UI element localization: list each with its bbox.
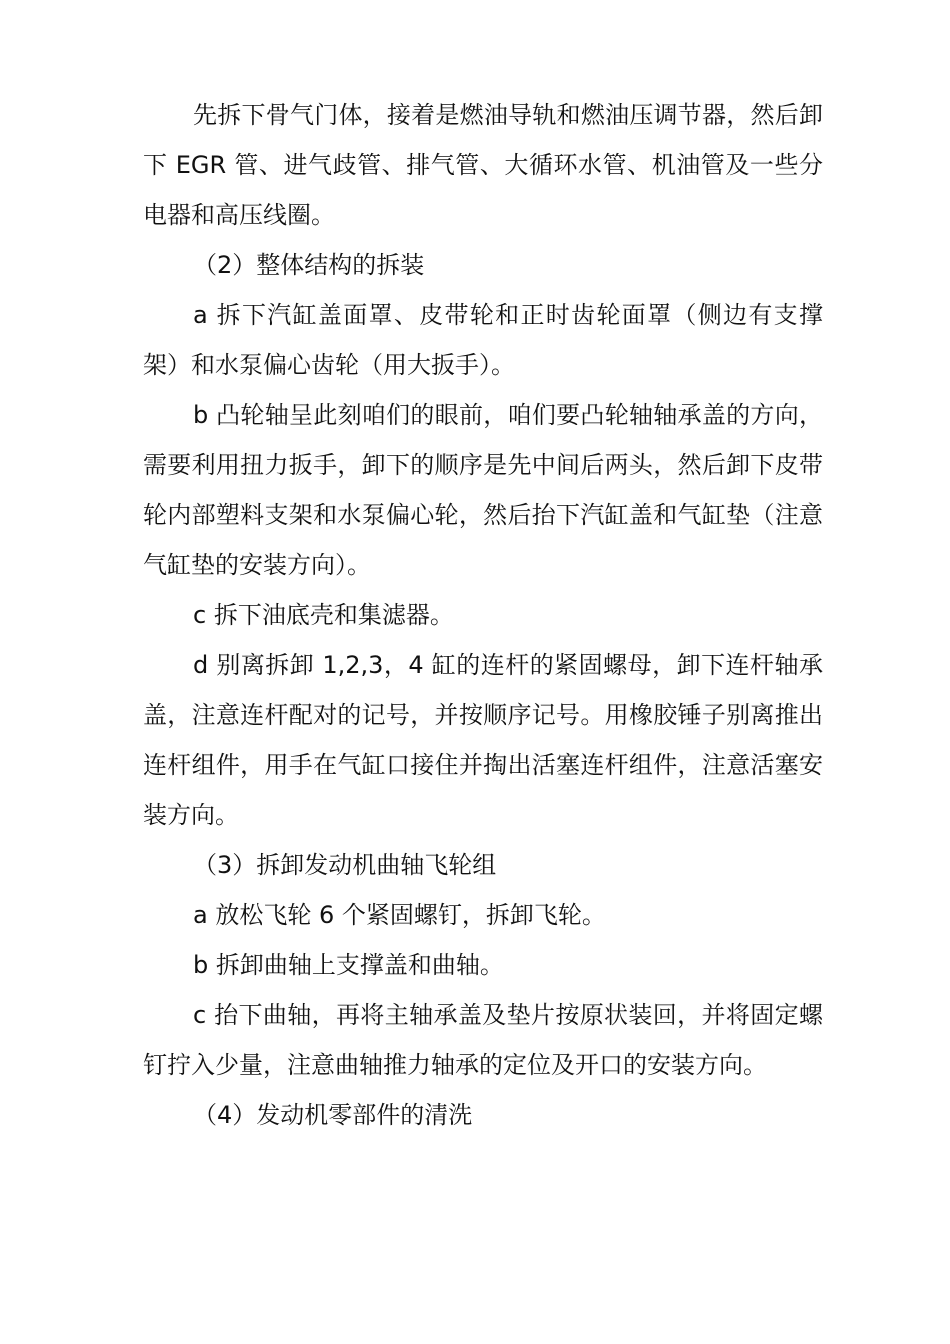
step-3b: b 拆卸曲轴上支撑盖和曲轴。 [193, 951, 504, 979]
section-heading-4: （4）发动机零部件的清洗 [193, 1101, 473, 1129]
step-3c: c 抬下曲轴，再将主轴承盖及垫片按原状装回，并将固定螺钉拧入少量，注意曲轴推力轴承的定位及开口的安装方向。 [143, 1001, 823, 1079]
step-2d: d 别离拆卸 1,2,3，4 缸的连杆的紧固螺母，卸下连杆轴承盖，注意连杆配对的记号，并按顺序记号。用橡胶锤子别离推出连杆组件，用手在气缸口接住并掏出活塞连杆组件，注意活塞安装方向。 [143, 651, 823, 829]
step-2c: c 拆下油底壳和集滤器。 [193, 601, 454, 629]
step-2a: a 拆下汽缸盖面罩、皮带轮和正时齿轮面罩（侧边有支撑架）和水泵偏心齿轮（用大扳手）。 [143, 301, 823, 379]
paragraph-intro: 先拆下骨气门体，接着是燃油导轨和燃油压调节器，然后卸下 EGR 管、进气歧管、排气管、大循环水管、机油管及一些分电器和高压线圈。 [143, 101, 823, 229]
section-heading-2: （2）整体结构的拆装 [193, 251, 425, 279]
section-heading-3: （3）拆卸发动机曲轴飞轮组 [193, 851, 497, 879]
step-2b: b 凸轮轴呈此刻咱们的眼前，咱们要凸轮轴轴承盖的方向，需要利用扭力扳手，卸下的顺序是先中间后两头，然后卸下皮带轮内部塑料支架和水泵偏心轮，然后抬下汽缸盖和气缸垫（注意气缸垫的安装方向）。 [143, 401, 823, 579]
document-body [143, 90, 823, 1140]
step-3a: a 放松飞轮 6 个紧固螺钉，拆卸飞轮。 [193, 901, 606, 929]
